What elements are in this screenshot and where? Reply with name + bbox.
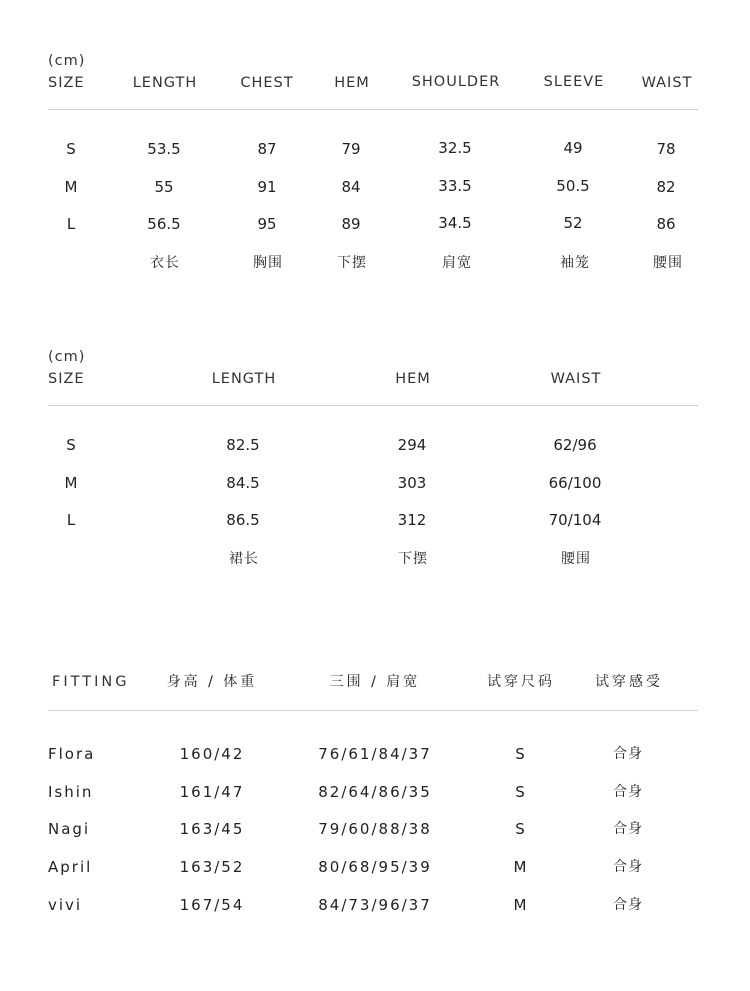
cn-label: 肩宽 xyxy=(442,255,472,271)
table-cell: 76/61/84/37 xyxy=(318,745,432,763)
table-cell: S xyxy=(515,820,525,838)
header-size: SIZE xyxy=(48,371,85,387)
cn-label: 下摆 xyxy=(398,551,428,567)
table-cell: 合身 xyxy=(613,821,643,837)
cn-label: 袖笼 xyxy=(560,255,590,271)
table-cell: S xyxy=(515,745,525,763)
divider xyxy=(48,405,698,406)
header-size-tried: 试穿尺码 xyxy=(487,674,555,690)
model-name: vivi xyxy=(48,896,83,914)
table-cell: 66/100 xyxy=(548,474,602,492)
table-cell: 80/68/95/39 xyxy=(318,858,432,876)
cn-label: 衣长 xyxy=(150,255,180,271)
header-length: LENGTH xyxy=(132,75,198,91)
table-cell: 56.5 xyxy=(147,215,181,233)
table-cell: 294 xyxy=(397,436,427,454)
header-feel: 试穿感受 xyxy=(595,674,663,690)
table-cell: 91 xyxy=(257,178,277,196)
table-cell: 33.5 xyxy=(438,177,472,195)
table-cell: 160/42 xyxy=(179,745,245,763)
table-cell: 84.5 xyxy=(226,474,260,492)
header-chest: CHEST xyxy=(240,75,294,91)
table-cell: 50.5 xyxy=(556,177,590,195)
table-cell: 86 xyxy=(656,215,676,233)
header-fitting: FITTING xyxy=(52,674,130,690)
table-cell: 82.5 xyxy=(226,436,260,454)
table-cell: 合身 xyxy=(613,784,643,800)
table-cell: 49 xyxy=(563,139,583,157)
model-name: April xyxy=(48,858,93,876)
table-cell: 32.5 xyxy=(438,139,472,157)
table-cell: 84 xyxy=(341,178,361,196)
header-hem: HEM xyxy=(395,371,431,387)
table-cell: 52 xyxy=(563,214,583,232)
table-cell-size: S xyxy=(66,436,76,454)
table-cell: 79 xyxy=(341,140,361,158)
table-cell: 62/96 xyxy=(553,436,597,454)
cn-label: 裙长 xyxy=(229,551,259,567)
table-cell: 161/47 xyxy=(179,783,245,801)
unit-label: (cm) xyxy=(48,53,86,69)
cn-label: 下摆 xyxy=(337,255,367,271)
table-cell: 89 xyxy=(341,215,361,233)
table-cell: 53.5 xyxy=(147,140,181,158)
header-measurements: 三围 / 肩宽 xyxy=(329,674,421,690)
table-cell: 合身 xyxy=(613,746,643,762)
table-cell: M xyxy=(513,858,527,876)
header-hem: HEM xyxy=(334,75,370,91)
header-shoulder: SHOULDER xyxy=(411,74,501,90)
table-cell: 163/45 xyxy=(179,820,245,838)
table-cell: 34.5 xyxy=(438,214,472,232)
table-cell: 167/54 xyxy=(179,896,245,914)
table-cell: 95 xyxy=(257,215,277,233)
table-cell-size: L xyxy=(66,511,76,529)
unit-label: (cm) xyxy=(48,349,86,365)
table-cell: 70/104 xyxy=(548,511,602,529)
table-cell: 78 xyxy=(656,140,676,158)
table-cell: 312 xyxy=(397,511,427,529)
model-name: Ishin xyxy=(48,783,94,801)
table-cell: 合身 xyxy=(613,897,643,913)
table-cell: 合身 xyxy=(613,859,643,875)
table-cell-size: M xyxy=(64,474,78,492)
table-cell: 55 xyxy=(154,178,174,196)
table-cell: 163/52 xyxy=(179,858,245,876)
cn-label: 腰围 xyxy=(653,255,683,271)
header-length: LENGTH xyxy=(211,371,277,387)
cn-label: 胸围 xyxy=(253,255,283,271)
header-waist: WAIST xyxy=(550,371,602,387)
table-cell: 303 xyxy=(397,474,427,492)
header-sleeve: SLEEVE xyxy=(543,74,605,90)
table-cell-size: L xyxy=(66,215,76,233)
table-cell-size: M xyxy=(64,178,78,196)
header-height-weight: 身高 / 体重 xyxy=(166,674,258,690)
divider xyxy=(48,109,698,110)
table-cell: M xyxy=(513,896,527,914)
table-cell: S xyxy=(515,783,525,801)
table-cell: 82/64/86/35 xyxy=(318,783,432,801)
table-cell-size: S xyxy=(66,140,76,158)
header-waist: WAIST xyxy=(641,75,693,91)
cn-label: 腰围 xyxy=(561,551,591,567)
table-cell: 82 xyxy=(656,178,676,196)
table-cell: 86.5 xyxy=(226,511,260,529)
model-name: Flora xyxy=(48,745,96,763)
header-size: SIZE xyxy=(48,75,85,91)
model-name: Nagi xyxy=(48,820,91,838)
table-cell: 84/73/96/37 xyxy=(318,896,432,914)
table-cell: 87 xyxy=(257,140,277,158)
table-cell: 79/60/88/38 xyxy=(318,820,432,838)
divider xyxy=(48,710,698,711)
